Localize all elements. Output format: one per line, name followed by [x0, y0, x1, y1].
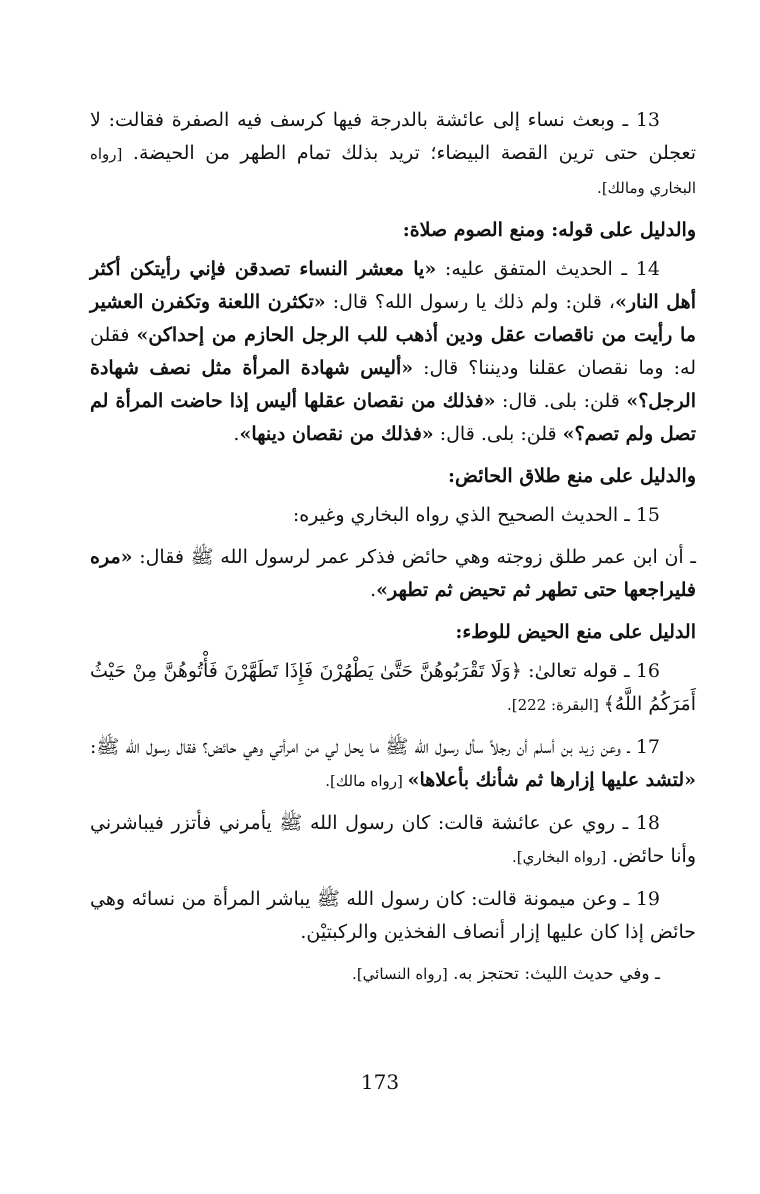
hadith-14-part-2: ، قلن: ولم ذلك يا رسول الله؟ قال: — [325, 291, 615, 313]
hadith-18-text: 18 ـ روي عن عائشة قالت: كان رسول الله ﷺ يأمرني فأتزر فيباشرني وأنا حائض. — [90, 812, 696, 867]
hadith-16-lead: 16 ـ قوله تعالىٰ: — [521, 660, 660, 682]
hadith-18-citation: [رواه البخاري]. — [511, 848, 607, 866]
page-number: 173 — [360, 1070, 400, 1094]
hadith-15 — [90, 541, 696, 607]
hadith-14-quote-5: «فذلك من نقصان دينها» — [239, 423, 434, 445]
laith-note — [90, 958, 696, 991]
hadith-14-quote-2: «تكثرن اللعنة وتكفرن العشير ما رأيت من ناقصات عقل ودين أذهب للب الرجل الحازم من إحداكن» — [90, 291, 696, 346]
hadith-14-part-4: قلن: بلى. قال: — [495, 390, 627, 412]
hadith-17 — [90, 731, 696, 798]
hadith-15-text: ـ أن ابن عمر طلق زوجته وهي حائض فذكر عمر لرسول الله ﷺ فقال: — [132, 546, 696, 568]
hadith-14-quote-4: «فذلك من نقصان عقلها أليس إذا حاضت المرأة لم تصل ولم تصم؟» — [90, 390, 696, 445]
hadith-14-end: . — [233, 423, 240, 445]
hadith-14-quote-1: «يا معشر النساء تصدقن فإني رأيتكن أكثر أهل النار» — [90, 258, 696, 313]
hadith-16 — [90, 655, 696, 722]
hadith-17-lead: 17 ـ وعن زيد بن أسلم أن رجلاً سأل رسول الله ﷺ ما يحل لي من امرأتي وهي حائض؟ فقال رسول الله ﷺ: — [90, 736, 660, 758]
hadith-15-intro: 15 ـ الحديث الصحيح الذي رواه البخاري وغيره: — [292, 504, 660, 526]
heading-intercourse: الدليل على منع الحيض للوطء: — [455, 621, 696, 643]
hadith-13 — [90, 104, 696, 205]
hadith-19: 19 ـ وعن ميمونة قالت: كان رسول الله ﷺ يباشر المرأة من نسائه وهي حائض إذا كان عليها إزار أنصاف الفخذين والركبتيْن. — [90, 888, 696, 943]
heading-fasting: والدليل على قوله: ومنع الصوم صلاة: — [402, 219, 696, 241]
page-content — [90, 104, 696, 1000]
hadith-17-citation: [رواه مالك]. — [325, 772, 408, 790]
hadith-14-part-5: قلن: بلى. قال: — [433, 423, 563, 445]
laith-note-text: ـ وفي حديث الليث: تحتجز به. — [447, 964, 660, 984]
hadith-17-quote: «لتشد عليها إزارها ثم شأنك بأعلاها» — [407, 769, 696, 791]
hadith-13-quote: لا تعجلن حتى ترين القصة البيضاء؛ تريد بذلك تمام الطهر من الحيضة. — [90, 109, 696, 164]
hadith-16-citation: [البقرة: 222]. — [506, 696, 604, 714]
quran-verse: ﴿وَلَا تَقْرَبُوهُنَّ حَتَّىٰ يَطْهُرْنَ فَإِذَا تَطَهَّرْنَ فَأْتُوهُنَّ مِنْ حَيْثُ أَمَرَكُمُ اللَّهُ﴾ — [90, 660, 696, 715]
hadith-13-lead: 13 ـ وبعث نساء إلى عائشة بالدرجة فيها كرسف فيه الصفرة فقالت: — [100, 109, 660, 131]
hadith-15-end: . — [370, 579, 377, 601]
hadith-15-quote: «مره فليراجعها حتى تطهر ثم تحيض ثم تطهر» — [90, 546, 696, 601]
hadith-14-part-1: 14 ـ الحديث المتفق عليه: — [436, 258, 660, 280]
hadith-14-quote-3: «أليس شهادة المرأة مثل نصف شهادة الرجل؟» — [90, 357, 696, 412]
hadith-18 — [90, 807, 696, 874]
heading-divorce: والدليل على منع طلاق الحائض: — [448, 465, 696, 487]
laith-note-citation: [رواه النسائي]. — [352, 965, 448, 983]
hadith-13-citation: [رواه البخاري ومالك]. — [90, 145, 696, 197]
hadith-14-part-3: فقلن له: وما نقصان عقلنا وديننا؟ قال: — [90, 324, 696, 379]
hadith-14 — [90, 253, 696, 451]
